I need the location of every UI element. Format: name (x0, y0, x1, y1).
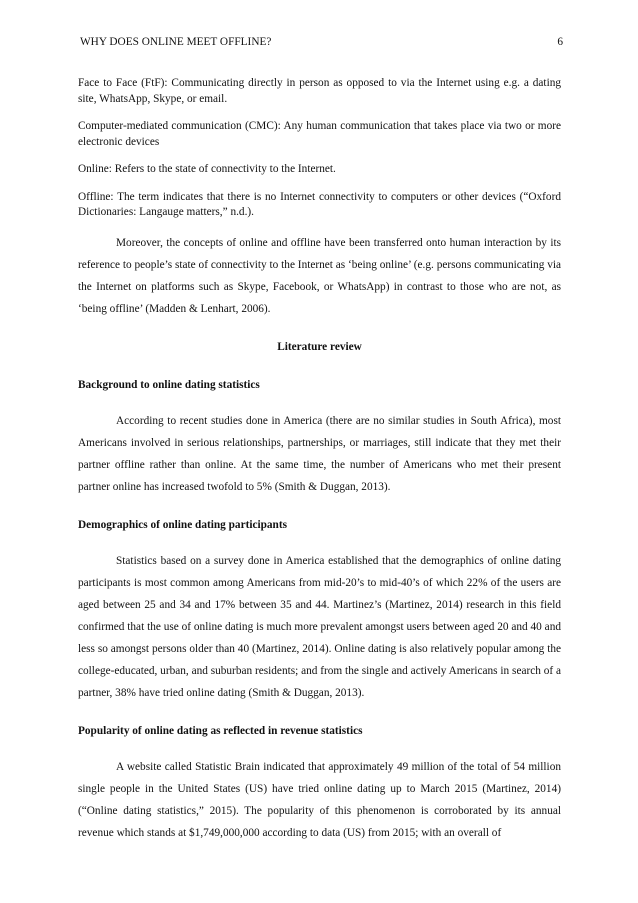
definition-ftf: Face to Face (FtF): Communicating directly in person as opposed to via the Internet using e.g. a dating site, WhatsApp, Skype, or email. (78, 77, 561, 105)
section-heading-background: Background to online dating statistics (78, 378, 260, 391)
section-text-demographics: Statistics based on a survey done in America established that the demographics of online dating participants is most common among Americans from mid-20’s to mid-40’s of which 22% of the users are aged between 25 and 34 and 17% between 35 and 44. Martinez’s (Martinez, 2014) research in this field confirmed that the use of online dating is much more prevalent amongst users between aged 20 and 40 and less so amongst persons older than 40 (Martinez, 2014). Online dating is also relatively popular among the college-educated, urban, and suburban residents; and from the single and actively Americans in search of a partner, 38% have tried online dating (Smith & Duggan, 2013). (78, 554, 561, 699)
intro-paragraph: Moreover, the concepts of online and offline have been transferred onto human interaction by its reference to people’s state of connectivity to the Internet as ‘being online’ (e.g. persons communicating via the Internet on platforms such as Skype, Facebook, or WhatsApp) in contrast to those who are not, as ‘being offline’ (Madden & Lenhart, 2006). (78, 236, 561, 315)
section-heading-popularity: Popularity of online dating as reflected in revenue statistics (78, 724, 363, 737)
page-number: 6 (557, 36, 563, 48)
literature-review-heading: Literature review (277, 340, 362, 353)
body-content (78, 76, 561, 844)
running-head (80, 36, 563, 48)
section-text-background: According to recent studies done in America (there are no similar studies in South Africa), most Americans involved in serious relationships, partnerships, or marriages, still indicate that they met their partner offline rather than online. At the same time, the number of Americans who met their present partner online has increased twofold to 5% (Smith & Duggan, 2013). (78, 414, 561, 493)
section-heading-demographics: Demographics of online dating participants (78, 518, 288, 531)
definition-offline: Offline: The term indicates that there is no Internet connectivity to computers or other devices (“Oxford Dictionaries: Langauge matters,” n.d.). (78, 190, 561, 218)
running-title: WHY DOES ONLINE MEET OFFLINE? (80, 36, 272, 48)
definition-online: Online: Refers to the state of connectivity to the Internet. (78, 163, 336, 175)
section-text-popularity: A website called Statistic Brain indicated that approximately 49 million of the total of 54 million single people in the United States (US) have tried online dating up to March 2015 (Martinez, 2014) (“Online dating statistics,” 2015). The popularity of this phenomenon is corroborated by its annual revenue which stands at $1,749,000,000 according to data (US) from 2015; with an overall of (78, 760, 561, 839)
definition-cmc: Computer-mediated communication (CMC): Any human communication that takes place via two or more electronic devices (78, 120, 561, 148)
